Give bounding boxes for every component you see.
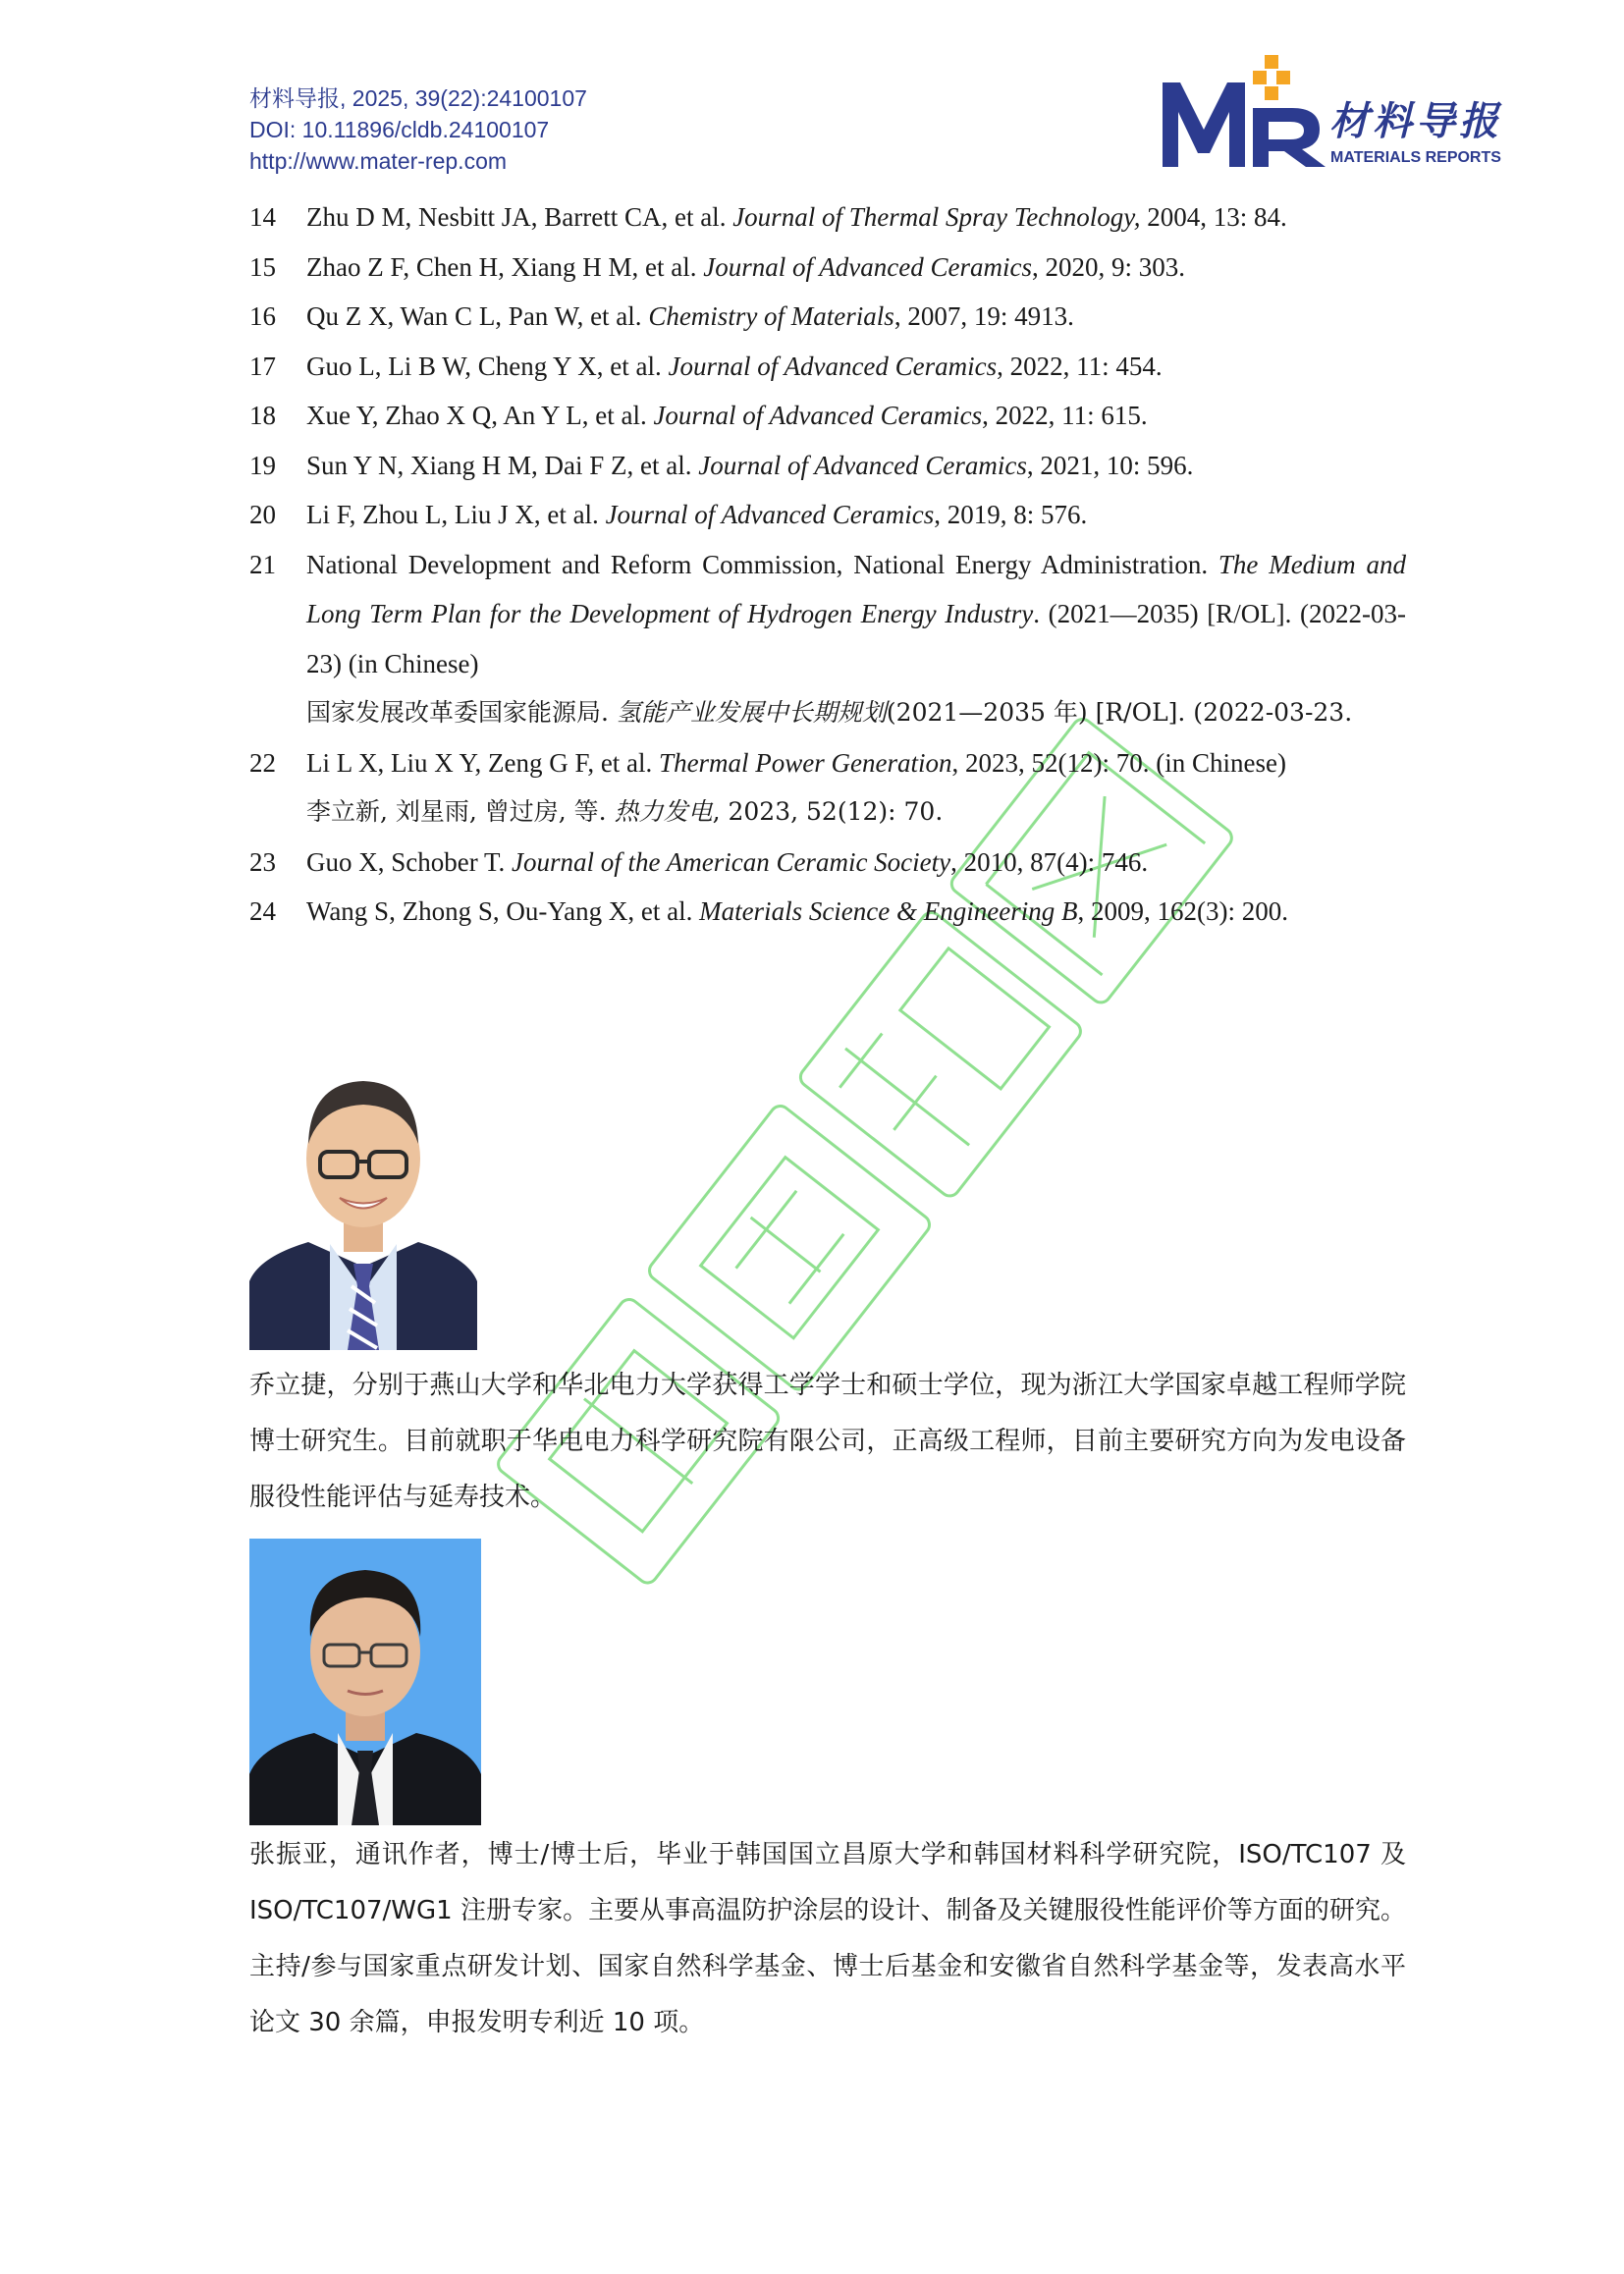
author-bio-qiao: 乔立捷，分别于燕山大学和华北电力大学获得工学学士和硕士学位，现为浙江大学国家卓越工程师学院博士研究生。目前就职于华电电力科学研究院有限公司，正高级工程师，目前主要研究方向为发电设备服役性能评估与延寿技术。 — [249, 1371, 1406, 1512]
reference-item: 22 Li L X, Liu X Y, Zeng G F, et al. Thermal Power Generation, 2023, 52(12): 70. (in Chinese) 李立新, 刘星雨, 曾过房, 等. 热力发电, 2023, 52(12): 70. — [249, 738, 1406, 838]
journal-title: Journal of Advanced Ceramics — [703, 251, 1032, 282]
citation-line: 材料导报, 2025, 39(22):24100107 — [249, 85, 587, 111]
reference-item: 21 National Development and Reform Commission, National Energy Administration. The Medium and Long Term Plan for the Development of Hydrogen Energy Industry. (2021—2035) [R/OL]. (2022-03-23) (in Chinese) 国家发展改革委国家能源局. 氢能产业发展中长期规划(2021—2035 年) [R/OL]. (2022-03-23. — [249, 540, 1406, 738]
journal-title: Journal of Advanced Ceramics — [668, 351, 998, 381]
author-portrait-icon — [249, 1539, 481, 1825]
mr-logo-icon — [1159, 51, 1335, 173]
journal-title: The Medium and Long Term Plan for the Development of Hydrogen Energy Industry — [306, 549, 1406, 628]
journal-header — [249, 82, 587, 177]
reference-item: 15 Zhao Z F, Chen H, Xiang H M, et al. Journal of Advanced Ceramics, 2020, 9: 303. — [249, 251, 1185, 282]
journal-title: Thermal Power Generation — [659, 747, 952, 778]
author-bio-zhang: 张振亚，通讯作者，博士/博士后，毕业于韩国国立昌原大学和韩国材料科学研究院，ISO/TC107 及 ISO/TC107/WG1 注册专家。主要从事高温防护涂层的设计、制备及关键服役性能评价等方面的研究。主持/参与国家重点研发计划、国家自然科学基金、博士后基金和安徽省自然科学基金等，发表高水平论文 30 余篇，申报发明专利近 10 项。 — [249, 1840, 1406, 2037]
reference-item: 19 Sun Y N, Xiang H M, Dai F Z, et al. Journal of Advanced Ceramics, 2021, 10: 596. — [249, 450, 1194, 480]
logo-name-cn: 材料导报 — [1329, 98, 1502, 144]
logo-name-en: MATERIALS REPORTS — [1330, 149, 1501, 166]
journal-logo — [1159, 51, 1512, 173]
reference-cn-translation: 李立新, 刘星雨, 曾过房, 等. 热力发电, 2023, 52(12): 70. — [306, 797, 944, 826]
journal-title: Journal of Advanced Ceramics — [698, 450, 1027, 480]
reference-item: 23 Guo X, Schober T. Journal of the American Ceramic Society, 2010, 87(4): 746. — [249, 846, 1149, 877]
reference-item: 20 Li F, Zhou L, Liu J X, et al. Journal of Advanced Ceramics, 2019, 8: 576. — [249, 500, 1088, 529]
journal-title: Journal of Advanced Ceramics — [605, 500, 935, 529]
reference-item: 14 Zhu D M, Nesbitt JA, Barrett CA, et al. Journal of Thermal Spray Technology, 2004, 13: 84. — [249, 202, 1287, 232]
reference-item: 24 Wang S, Zhong S, Ou-Yang X, et al. Materials Science & Engineering B, 2009, 162(3): 200. — [249, 896, 1288, 926]
journal-title: Chemistry of Materials — [648, 301, 894, 331]
journal-url[interactable]: http://www.mater-rep.com — [249, 148, 508, 174]
author-portrait-icon — [249, 1056, 477, 1350]
author-photo-zhang — [249, 1539, 481, 1825]
reference-item: 17 Guo L, Li B W, Cheng Y X, et al. Journal of Advanced Ceramics, 2022, 11: 454. — [249, 351, 1163, 381]
reference-item: 16 Qu Z X, Wan C L, Pan W, et al. Chemistry of Materials, 2007, 19: 4913. — [249, 301, 1074, 331]
reference-cn-translation: 国家发展改革委国家能源局. 氢能产业发展中长期规划(2021—2035 年) [R/OL]. (2022-03-23. — [306, 698, 1353, 727]
journal-title: Journal of Advanced Ceramics — [653, 401, 983, 430]
doi-line: DOI: 10.11896/cldb.24100107 — [249, 117, 550, 142]
reference-item: 18 Xue Y, Zhao X Q, An Y L, et al. Journal of Advanced Ceramics, 2022, 11: 615. — [249, 401, 1148, 430]
journal-title: Journal of the American Ceramic Society — [511, 846, 951, 877]
author-photo-qiao — [249, 1056, 477, 1350]
journal-title: Journal of Thermal Spray Technology, — [732, 202, 1141, 232]
reference-list — [249, 192, 1406, 937]
journal-title: Materials Science & Engineering B — [699, 896, 1078, 926]
